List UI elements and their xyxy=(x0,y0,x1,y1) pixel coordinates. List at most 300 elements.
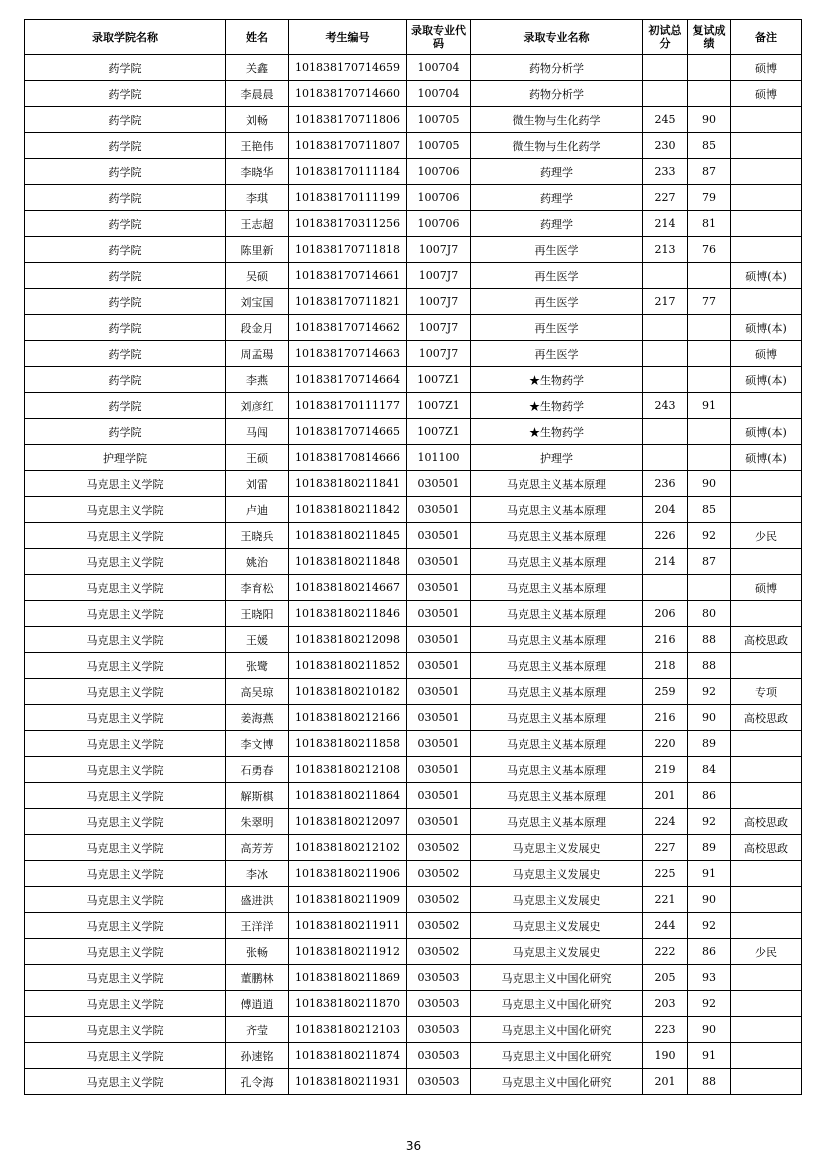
cell-remarks: 高校思政 xyxy=(731,627,802,653)
cell-name: 朱翠明 xyxy=(226,809,289,835)
cell-initial-score: 225 xyxy=(643,861,688,887)
cell-major-code: 1007J7 xyxy=(407,341,471,367)
table-row xyxy=(25,341,802,367)
cell-name: 石勇春 xyxy=(226,757,289,783)
cell-candidate-id: 101838180211931 xyxy=(289,1069,407,1095)
cell-candidate-id: 101838180211870 xyxy=(289,991,407,1017)
cell-major-code: 100705 xyxy=(407,133,471,159)
table-row xyxy=(25,419,802,445)
cell-remarks: 硕博 xyxy=(731,81,802,107)
cell-major-code: 1007J7 xyxy=(407,315,471,341)
cell-major-name: 再生医学 xyxy=(471,341,643,367)
cell-major-name: 马克思主义基本原理 xyxy=(471,601,643,627)
cell-college: 马克思主义学院 xyxy=(25,601,226,627)
cell-remarks: 少民 xyxy=(731,523,802,549)
cell-name: 刘彦红 xyxy=(226,393,289,419)
cell-candidate-id: 101838180211842 xyxy=(289,497,407,523)
cell-major-name: ★生物药学 xyxy=(471,367,643,393)
cell-retest-score: 88 xyxy=(688,627,731,653)
cell-retest-score: 86 xyxy=(688,939,731,965)
cell-major-code: 1007J7 xyxy=(407,263,471,289)
cell-retest-score: 92 xyxy=(688,523,731,549)
cell-major-name: 再生医学 xyxy=(471,289,643,315)
table-row xyxy=(25,835,802,861)
cell-major-name: 马克思主义中国化研究 xyxy=(471,965,643,991)
cell-remarks: 硕博(本) xyxy=(731,445,802,471)
cell-name: 刘畅 xyxy=(226,107,289,133)
cell-major-code: 030503 xyxy=(407,991,471,1017)
cell-remarks: 硕博 xyxy=(731,55,802,81)
cell-remarks: 高校思政 xyxy=(731,705,802,731)
cell-college: 马克思主义学院 xyxy=(25,835,226,861)
cell-retest-score: 80 xyxy=(688,601,731,627)
cell-candidate-id: 101838170111184 xyxy=(289,159,407,185)
cell-remarks xyxy=(731,471,802,497)
cell-candidate-id: 101838180211858 xyxy=(289,731,407,757)
cell-name: 张畅 xyxy=(226,939,289,965)
cell-name: 王志超 xyxy=(226,211,289,237)
cell-college: 药学院 xyxy=(25,55,226,81)
cell-remarks xyxy=(731,731,802,757)
cell-initial-score: 236 xyxy=(643,471,688,497)
cell-candidate-id: 101838170111177 xyxy=(289,393,407,419)
cell-name: 李晨晨 xyxy=(226,81,289,107)
cell-remarks: 硕博(本) xyxy=(731,419,802,445)
header-candidate-id: 考生编号 xyxy=(289,20,407,55)
cell-initial-score xyxy=(643,419,688,445)
cell-name: 王硕 xyxy=(226,445,289,471)
cell-major-code: 030503 xyxy=(407,965,471,991)
cell-name: 李文博 xyxy=(226,731,289,757)
cell-retest-score: 90 xyxy=(688,107,731,133)
cell-remarks xyxy=(731,1043,802,1069)
table-row xyxy=(25,81,802,107)
cell-candidate-id: 101838170111199 xyxy=(289,185,407,211)
cell-major-name: 药理学 xyxy=(471,159,643,185)
cell-major-code: 030503 xyxy=(407,1069,471,1095)
cell-name: 张鹭 xyxy=(226,653,289,679)
cell-initial-score xyxy=(643,575,688,601)
cell-major-code: 030501 xyxy=(407,627,471,653)
cell-college: 药学院 xyxy=(25,211,226,237)
cell-candidate-id: 101838180212097 xyxy=(289,809,407,835)
cell-major-code: 100704 xyxy=(407,81,471,107)
cell-initial-score: 221 xyxy=(643,887,688,913)
cell-major-name: 马克思主义中国化研究 xyxy=(471,1043,643,1069)
cell-remarks xyxy=(731,211,802,237)
cell-name: 孙速铭 xyxy=(226,1043,289,1069)
table-row xyxy=(25,627,802,653)
cell-major-code: 030501 xyxy=(407,653,471,679)
cell-remarks: 硕博(本) xyxy=(731,315,802,341)
cell-candidate-id: 101838180210182 xyxy=(289,679,407,705)
cell-retest-score: 89 xyxy=(688,835,731,861)
cell-retest-score: 92 xyxy=(688,913,731,939)
cell-retest-score: 92 xyxy=(688,679,731,705)
cell-college: 马克思主义学院 xyxy=(25,783,226,809)
cell-candidate-id: 101838170714661 xyxy=(289,263,407,289)
cell-major-code: 100706 xyxy=(407,185,471,211)
cell-major-code: 1007Z1 xyxy=(407,419,471,445)
cell-major-code: 1007Z1 xyxy=(407,367,471,393)
cell-major-name: ★生物药学 xyxy=(471,419,643,445)
cell-major-name: 马克思主义基本原理 xyxy=(471,705,643,731)
cell-college: 马克思主义学院 xyxy=(25,731,226,757)
cell-major-name: 马克思主义中国化研究 xyxy=(471,1017,643,1043)
cell-initial-score: 201 xyxy=(643,1069,688,1095)
cell-remarks xyxy=(731,601,802,627)
cell-college: 马克思主义学院 xyxy=(25,991,226,1017)
table-row xyxy=(25,211,802,237)
cell-name: 王洋洋 xyxy=(226,913,289,939)
cell-candidate-id: 101838170714660 xyxy=(289,81,407,107)
cell-college: 马克思主义学院 xyxy=(25,705,226,731)
cell-college: 马克思主义学院 xyxy=(25,549,226,575)
cell-initial-score: 204 xyxy=(643,497,688,523)
cell-retest-score xyxy=(688,367,731,393)
cell-remarks xyxy=(731,549,802,575)
cell-candidate-id: 101838180211846 xyxy=(289,601,407,627)
cell-candidate-id: 101838170714665 xyxy=(289,419,407,445)
cell-candidate-id: 101838180211909 xyxy=(289,887,407,913)
cell-major-name: 马克思主义基本原理 xyxy=(471,783,643,809)
cell-college: 药学院 xyxy=(25,133,226,159)
admission-table xyxy=(24,19,802,1095)
cell-initial-score xyxy=(643,367,688,393)
cell-remarks xyxy=(731,289,802,315)
cell-name: 盛进洪 xyxy=(226,887,289,913)
cell-college: 药学院 xyxy=(25,393,226,419)
cell-major-code: 030501 xyxy=(407,523,471,549)
cell-remarks: 专项 xyxy=(731,679,802,705)
cell-college: 马克思主义学院 xyxy=(25,939,226,965)
cell-major-code: 030501 xyxy=(407,497,471,523)
cell-major-name: 马克思主义中国化研究 xyxy=(471,1069,643,1095)
cell-initial-score: 233 xyxy=(643,159,688,185)
cell-college: 马克思主义学院 xyxy=(25,575,226,601)
table-row xyxy=(25,159,802,185)
cell-college: 马克思主义学院 xyxy=(25,809,226,835)
cell-name: 齐莹 xyxy=(226,1017,289,1043)
cell-name: 高吴琼 xyxy=(226,679,289,705)
cell-remarks xyxy=(731,783,802,809)
cell-name: 吴硕 xyxy=(226,263,289,289)
cell-candidate-id: 101838180211869 xyxy=(289,965,407,991)
cell-initial-score xyxy=(643,81,688,107)
cell-candidate-id: 101838180211911 xyxy=(289,913,407,939)
cell-college: 药学院 xyxy=(25,315,226,341)
cell-college: 马克思主义学院 xyxy=(25,1017,226,1043)
cell-initial-score: 201 xyxy=(643,783,688,809)
cell-major-code: 030502 xyxy=(407,835,471,861)
table-row xyxy=(25,653,802,679)
cell-candidate-id: 101838170711818 xyxy=(289,237,407,263)
cell-college: 马克思主义学院 xyxy=(25,757,226,783)
cell-initial-score: 203 xyxy=(643,991,688,1017)
cell-major-name: 再生医学 xyxy=(471,315,643,341)
cell-retest-score: 84 xyxy=(688,757,731,783)
cell-major-name: 马克思主义基本原理 xyxy=(471,653,643,679)
cell-name: 陈里新 xyxy=(226,237,289,263)
cell-initial-score: 205 xyxy=(643,965,688,991)
cell-retest-score: 90 xyxy=(688,1017,731,1043)
cell-remarks: 高校思政 xyxy=(731,809,802,835)
table-row xyxy=(25,393,802,419)
cell-remarks: 硕博(本) xyxy=(731,367,802,393)
cell-candidate-id: 101838180211906 xyxy=(289,861,407,887)
cell-major-code: 030502 xyxy=(407,939,471,965)
cell-candidate-id: 101838170714664 xyxy=(289,367,407,393)
cell-name: 刘宝国 xyxy=(226,289,289,315)
cell-remarks xyxy=(731,991,802,1017)
cell-initial-score: 243 xyxy=(643,393,688,419)
cell-major-name: 马克思主义基本原理 xyxy=(471,523,643,549)
cell-name: 李晓华 xyxy=(226,159,289,185)
cell-major-code: 030501 xyxy=(407,783,471,809)
cell-name: 卢迪 xyxy=(226,497,289,523)
cell-name: 李育松 xyxy=(226,575,289,601)
cell-name: 李冰 xyxy=(226,861,289,887)
cell-major-name: 马克思主义发展史 xyxy=(471,861,643,887)
cell-major-name: 马克思主义发展史 xyxy=(471,913,643,939)
cell-major-code: 100704 xyxy=(407,55,471,81)
cell-retest-score: 89 xyxy=(688,731,731,757)
cell-major-name: 马克思主义基本原理 xyxy=(471,627,643,653)
cell-retest-score: 85 xyxy=(688,133,731,159)
cell-major-name: 药理学 xyxy=(471,185,643,211)
cell-retest-score xyxy=(688,263,731,289)
cell-name: 刘雷 xyxy=(226,471,289,497)
cell-initial-score: 214 xyxy=(643,211,688,237)
cell-major-name: 药物分析学 xyxy=(471,81,643,107)
cell-initial-score: 224 xyxy=(643,809,688,835)
cell-college: 药学院 xyxy=(25,107,226,133)
cell-candidate-id: 101838170711807 xyxy=(289,133,407,159)
cell-initial-score: 190 xyxy=(643,1043,688,1069)
cell-initial-score: 230 xyxy=(643,133,688,159)
header-name: 姓名 xyxy=(226,20,289,55)
table-row xyxy=(25,809,802,835)
cell-major-code: 101100 xyxy=(407,445,471,471)
table-row xyxy=(25,523,802,549)
cell-remarks: 硕博 xyxy=(731,341,802,367)
table-row xyxy=(25,783,802,809)
cell-candidate-id: 101838180211852 xyxy=(289,653,407,679)
cell-initial-score: 223 xyxy=(643,1017,688,1043)
cell-candidate-id: 101838170711806 xyxy=(289,107,407,133)
cell-remarks xyxy=(731,237,802,263)
cell-initial-score: 227 xyxy=(643,185,688,211)
cell-candidate-id: 101838170311256 xyxy=(289,211,407,237)
cell-retest-score: 88 xyxy=(688,1069,731,1095)
cell-college: 马克思主义学院 xyxy=(25,627,226,653)
cell-major-name: 护理学 xyxy=(471,445,643,471)
table-row xyxy=(25,965,802,991)
cell-remarks xyxy=(731,107,802,133)
cell-major-name: 药理学 xyxy=(471,211,643,237)
cell-major-name: 马克思主义基本原理 xyxy=(471,679,643,705)
cell-candidate-id: 101838180211841 xyxy=(289,471,407,497)
header-remarks: 备注 xyxy=(731,20,802,55)
cell-name: 姜海燕 xyxy=(226,705,289,731)
cell-retest-score xyxy=(688,419,731,445)
cell-major-name: 马克思主义基本原理 xyxy=(471,731,643,757)
cell-initial-score: 259 xyxy=(643,679,688,705)
cell-initial-score: 217 xyxy=(643,289,688,315)
cell-college: 马克思主义学院 xyxy=(25,887,226,913)
cell-remarks: 硕博 xyxy=(731,575,802,601)
table-row xyxy=(25,913,802,939)
table-row xyxy=(25,939,802,965)
table-row xyxy=(25,497,802,523)
table-row xyxy=(25,991,802,1017)
cell-retest-score: 91 xyxy=(688,861,731,887)
cell-candidate-id: 101838180211864 xyxy=(289,783,407,809)
table-row xyxy=(25,185,802,211)
cell-initial-score: 245 xyxy=(643,107,688,133)
cell-name: 王艳伟 xyxy=(226,133,289,159)
cell-retest-score xyxy=(688,81,731,107)
table-row xyxy=(25,1069,802,1095)
cell-name: 孔令海 xyxy=(226,1069,289,1095)
cell-name: 马闯 xyxy=(226,419,289,445)
cell-major-name: 再生医学 xyxy=(471,263,643,289)
table-row xyxy=(25,549,802,575)
table-row xyxy=(25,445,802,471)
cell-major-name: 马克思主义基本原理 xyxy=(471,549,643,575)
cell-college: 马克思主义学院 xyxy=(25,1069,226,1095)
cell-remarks xyxy=(731,965,802,991)
cell-initial-score: 220 xyxy=(643,731,688,757)
table-row xyxy=(25,887,802,913)
cell-retest-score: 92 xyxy=(688,991,731,1017)
cell-remarks xyxy=(731,1017,802,1043)
cell-college: 药学院 xyxy=(25,367,226,393)
cell-major-code: 030501 xyxy=(407,471,471,497)
cell-candidate-id: 101838180214667 xyxy=(289,575,407,601)
table-row xyxy=(25,1043,802,1069)
cell-major-name: 药物分析学 xyxy=(471,55,643,81)
cell-major-name: 微生物与生化药学 xyxy=(471,107,643,133)
cell-candidate-id: 101838180211874 xyxy=(289,1043,407,1069)
cell-initial-score: 218 xyxy=(643,653,688,679)
cell-major-code: 030501 xyxy=(407,679,471,705)
cell-name: 关鑫 xyxy=(226,55,289,81)
cell-remarks xyxy=(731,393,802,419)
cell-major-code: 030502 xyxy=(407,861,471,887)
cell-name: 段金月 xyxy=(226,315,289,341)
cell-remarks xyxy=(731,757,802,783)
table-body xyxy=(25,55,802,1095)
cell-initial-score xyxy=(643,263,688,289)
header-retest-score: 复试成绩 xyxy=(688,20,731,55)
cell-college: 药学院 xyxy=(25,81,226,107)
cell-major-name: 马克思主义基本原理 xyxy=(471,575,643,601)
table-row xyxy=(25,861,802,887)
cell-initial-score: 219 xyxy=(643,757,688,783)
page-number: 36 xyxy=(405,1139,422,1153)
cell-initial-score xyxy=(643,315,688,341)
cell-major-code: 100706 xyxy=(407,211,471,237)
cell-remarks: 少民 xyxy=(731,939,802,965)
cell-remarks xyxy=(731,913,802,939)
cell-retest-score: 79 xyxy=(688,185,731,211)
cell-major-name: 马克思主义发展史 xyxy=(471,835,643,861)
cell-retest-score: 90 xyxy=(688,887,731,913)
cell-name: 傅逍逍 xyxy=(226,991,289,1017)
cell-retest-score xyxy=(688,575,731,601)
cell-retest-score: 90 xyxy=(688,705,731,731)
cell-retest-score: 76 xyxy=(688,237,731,263)
cell-major-code: 030502 xyxy=(407,913,471,939)
cell-name: 解斯棋 xyxy=(226,783,289,809)
cell-remarks xyxy=(731,185,802,211)
cell-remarks xyxy=(731,133,802,159)
cell-remarks: 硕博(本) xyxy=(731,263,802,289)
table-row xyxy=(25,107,802,133)
cell-retest-score: 81 xyxy=(688,211,731,237)
cell-candidate-id: 101838170711821 xyxy=(289,289,407,315)
cell-major-code: 100706 xyxy=(407,159,471,185)
cell-major-name: 马克思主义中国化研究 xyxy=(471,991,643,1017)
cell-initial-score: 226 xyxy=(643,523,688,549)
cell-retest-score xyxy=(688,55,731,81)
cell-major-name: 马克思主义基本原理 xyxy=(471,471,643,497)
cell-name: 李燕 xyxy=(226,367,289,393)
cell-major-code: 030503 xyxy=(407,1017,471,1043)
cell-college: 药学院 xyxy=(25,289,226,315)
cell-college: 药学院 xyxy=(25,237,226,263)
cell-initial-score xyxy=(643,445,688,471)
table-row xyxy=(25,263,802,289)
cell-name: 李琪 xyxy=(226,185,289,211)
header-initial-score: 初试总分 xyxy=(643,20,688,55)
cell-name: 王晓阳 xyxy=(226,601,289,627)
cell-college: 马克思主义学院 xyxy=(25,523,226,549)
table-row xyxy=(25,289,802,315)
cell-college: 马克思主义学院 xyxy=(25,653,226,679)
cell-remarks xyxy=(731,861,802,887)
cell-college: 护理学院 xyxy=(25,445,226,471)
cell-major-name: 马克思主义基本原理 xyxy=(471,809,643,835)
cell-major-code: 030501 xyxy=(407,575,471,601)
cell-major-code: 1007J7 xyxy=(407,289,471,315)
cell-college: 药学院 xyxy=(25,341,226,367)
cell-major-code: 030503 xyxy=(407,1043,471,1069)
table-row xyxy=(25,575,802,601)
cell-major-name: 再生医学 xyxy=(471,237,643,263)
cell-initial-score: 206 xyxy=(643,601,688,627)
cell-name: 王媛 xyxy=(226,627,289,653)
cell-retest-score: 86 xyxy=(688,783,731,809)
cell-initial-score xyxy=(643,341,688,367)
cell-major-code: 030501 xyxy=(407,601,471,627)
cell-remarks xyxy=(731,159,802,185)
cell-major-code: 030501 xyxy=(407,757,471,783)
cell-candidate-id: 101838170714663 xyxy=(289,341,407,367)
cell-major-name: 马克思主义发展史 xyxy=(471,887,643,913)
cell-candidate-id: 101838170714659 xyxy=(289,55,407,81)
table-row xyxy=(25,731,802,757)
cell-retest-score: 77 xyxy=(688,289,731,315)
table-row xyxy=(25,55,802,81)
header-row xyxy=(25,20,802,55)
cell-remarks xyxy=(731,887,802,913)
cell-retest-score: 85 xyxy=(688,497,731,523)
cell-college: 马克思主义学院 xyxy=(25,497,226,523)
table-row xyxy=(25,757,802,783)
cell-remarks xyxy=(731,653,802,679)
